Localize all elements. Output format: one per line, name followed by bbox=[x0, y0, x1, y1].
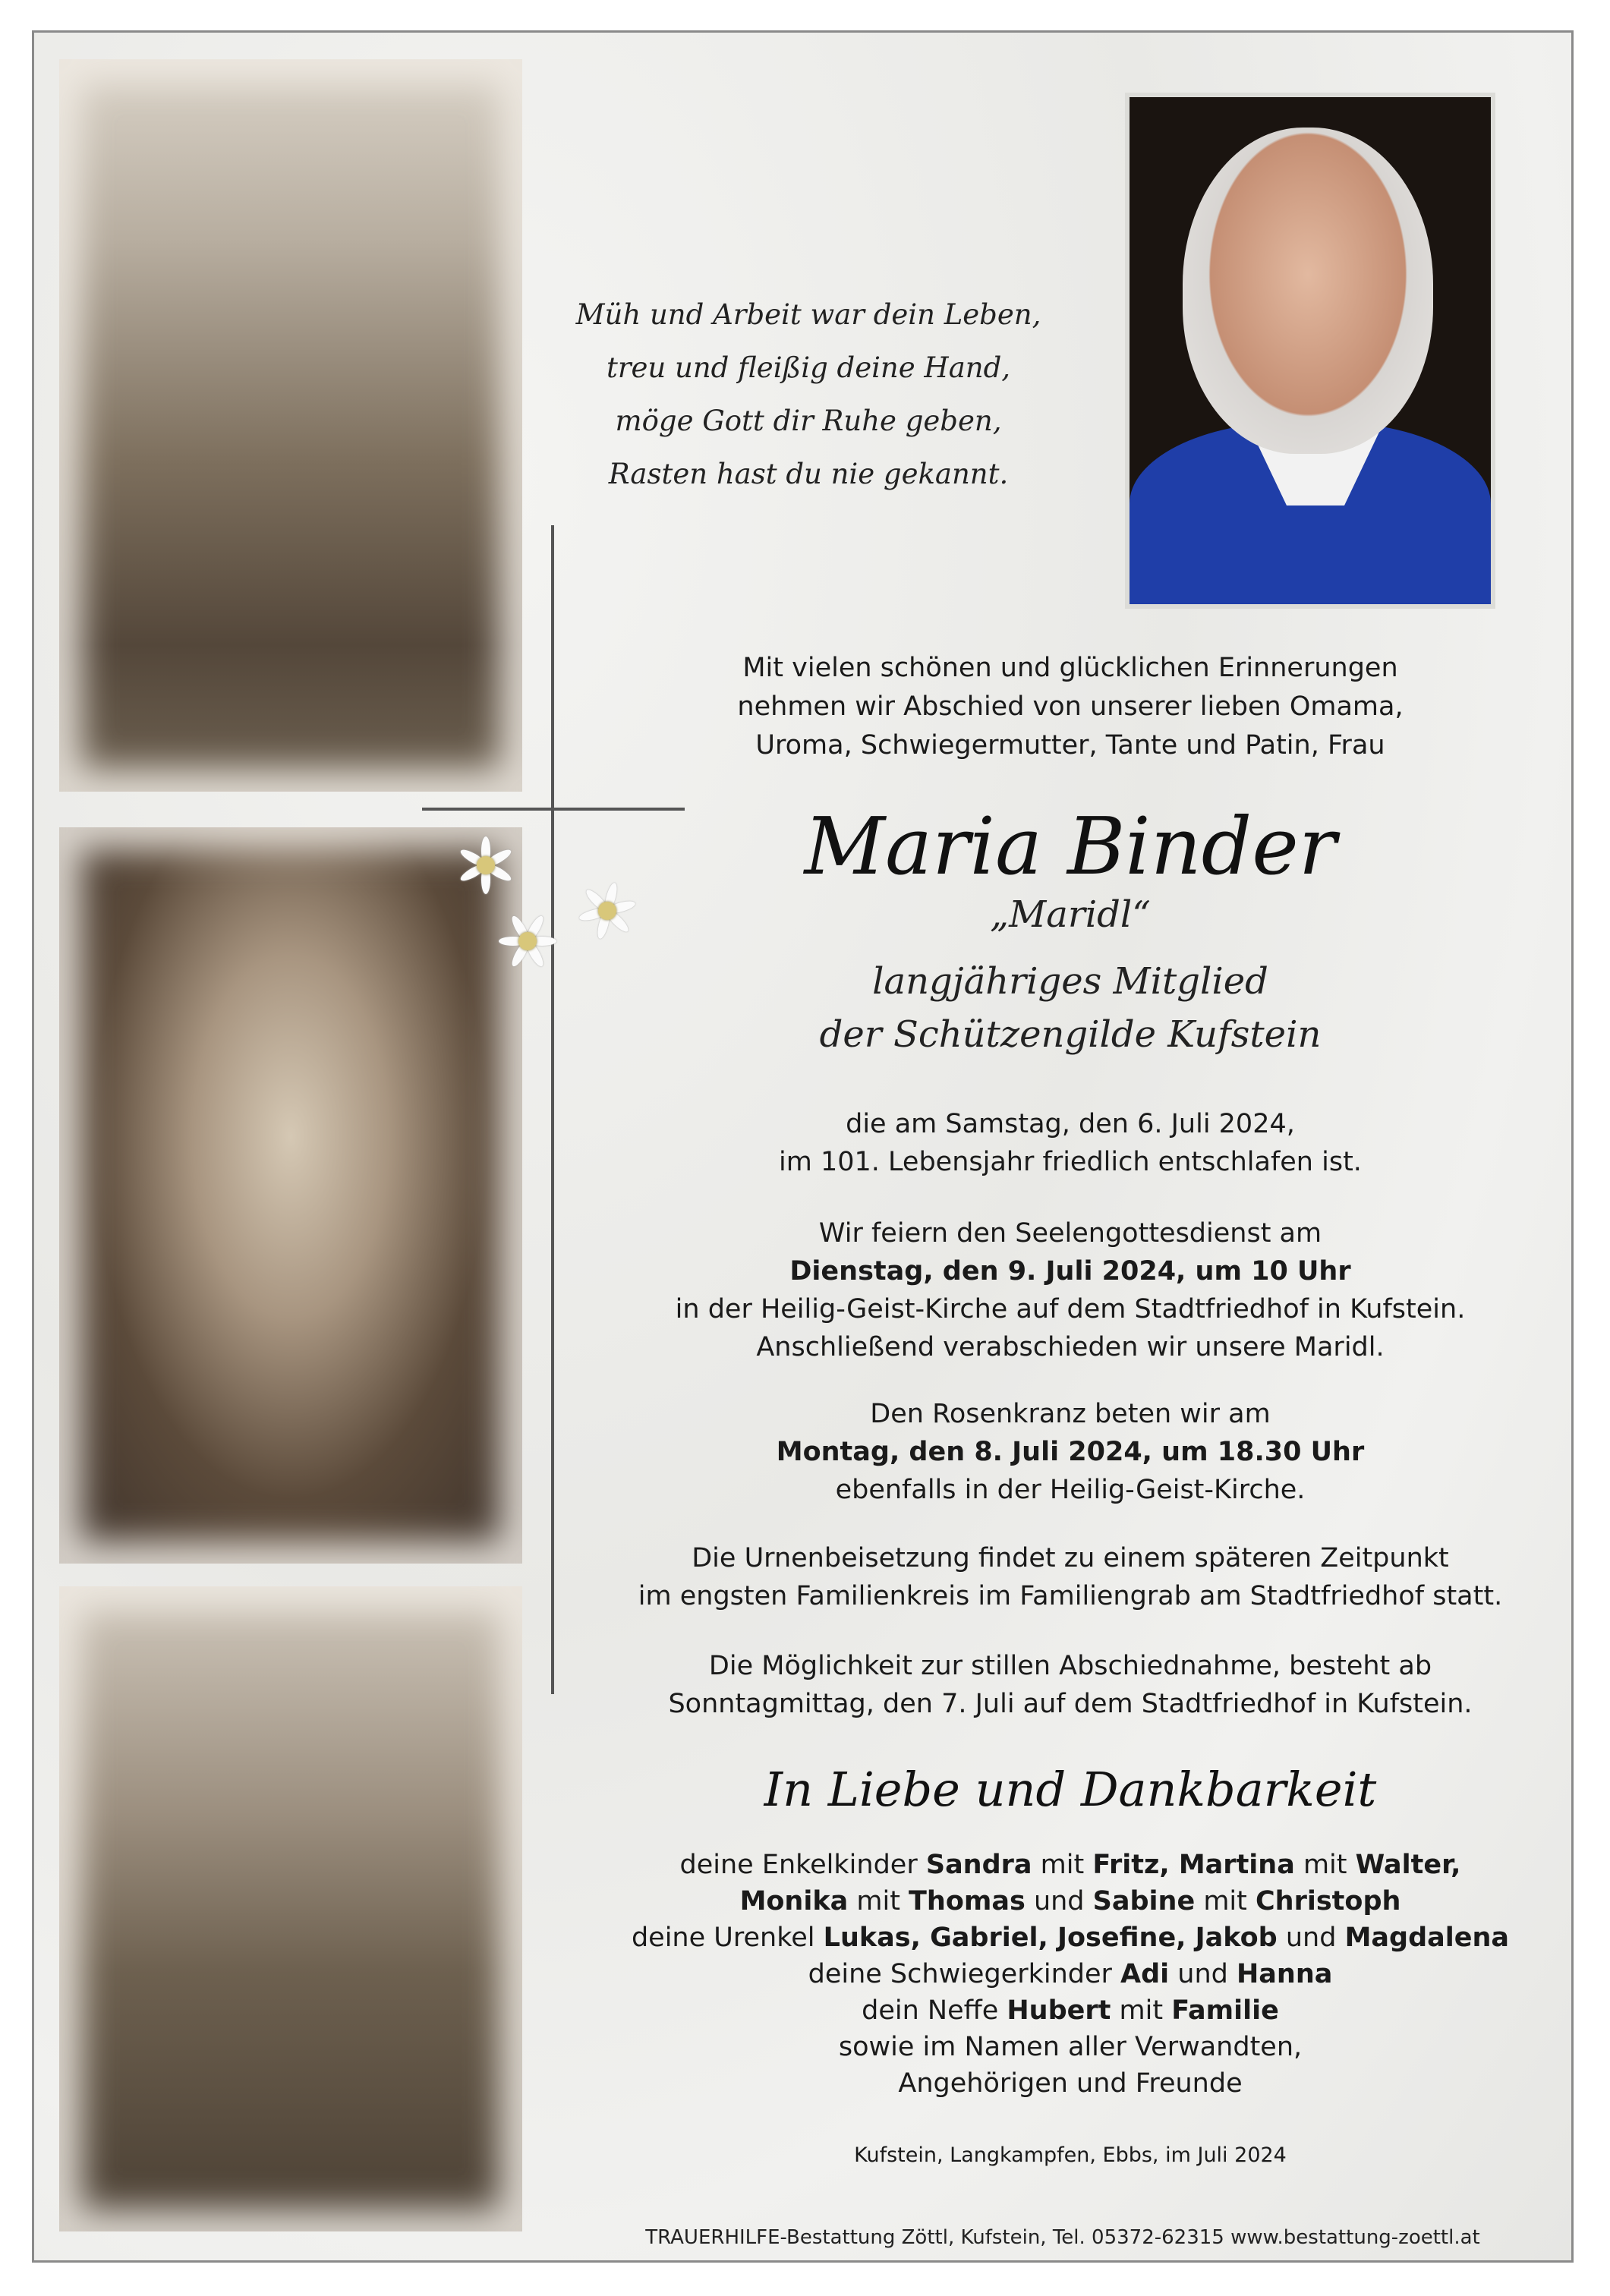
funeral-home-footer: TRAUERHILFE-Bestattung Zöttl, Kufstein, Tel. 05372-62315 www.bestattung-zoettl.at bbox=[645, 2226, 1480, 2249]
rosary-notice: Den Rosenkranz beten wir am Montag, den 8. Juli 2024, um 18.30 Uhr ebenfalls in der Heilig-Geist-Kirche. bbox=[776, 1399, 1365, 1505]
thanks-heading: In Liebe und Dankbarkeit bbox=[764, 1762, 1377, 1817]
family-line: deine Schwiegerkinder Adi und Hanna bbox=[808, 1959, 1333, 1989]
cross-icon bbox=[551, 525, 554, 1694]
intro-text: Mit vielen schönen und glücklichen Erinnerungen nehmen wir Abschied von unserer lieben Omama, Uroma, Schwiegermutter, Tante und Patin, Frau bbox=[737, 653, 1404, 761]
photo-elderly-woman-portrait bbox=[1125, 93, 1495, 609]
photo-girl-with-flowers bbox=[59, 59, 522, 792]
family-list bbox=[577, 1847, 1564, 2102]
family-line: Monika mit Thomas und Sabine mit Christoph bbox=[739, 1886, 1401, 1916]
family-line: deine Enkelkinder Sandra mit Fritz, Martina mit Walter, bbox=[679, 1850, 1461, 1880]
edelweiss-icon bbox=[455, 835, 516, 896]
nickname: „Maridl“ bbox=[990, 893, 1151, 936]
photo-woman-seated-at-house bbox=[59, 1586, 522, 2231]
urn-notice: Die Urnenbeisetzung findet zu einem späteren Zeitpunkt im engsten Familienkreis im Familiengrab am Stadtfriedhof statt. bbox=[638, 1543, 1503, 1611]
farewell-notice: Die Möglichkeit zur stillen Abschiednahme, besteht ab Sonntagmittag, den 7. Juli auf dem Stadtfriedhof in Kufstein. bbox=[668, 1651, 1473, 1719]
deceased-name: Maria Binder bbox=[804, 800, 1337, 893]
place-and-date: Kufstein, Langkampfen, Ebbs, im Juli 2024 bbox=[854, 2143, 1287, 2167]
family-line: dein Neffe Hubert mit Familie bbox=[862, 1995, 1279, 2026]
family-line: Angehörigen und Freunde bbox=[898, 2068, 1243, 2099]
family-line: sowie im Namen aller Verwandten, bbox=[838, 2032, 1303, 2062]
memorial-verse: Müh und Arbeit war dein Leben, treu und fleißig deine Hand, möge Gott dir Ruhe geben, Rasten hast du nie gekannt. bbox=[575, 298, 1041, 490]
membership-text: langjähriges Mitglied der Schützengilde Kufstein bbox=[819, 960, 1322, 1056]
family-line: deine Urenkel Lukas, Gabriel, Josefine, Jakob und Magdalena bbox=[631, 1923, 1510, 1953]
mass-notice: Wir feiern den Seelengottesdienst am Dienstag, den 9. Juli 2024, um 10 Uhr in der Heilig-Geist-Kirche auf dem Stadtfriedhof in Kufstein. Anschließend verabschieden wir unsere Maridl. bbox=[675, 1218, 1466, 1362]
death-notice: die am Samstag, den 6. Juli 2024, im 101. Lebensjahr friedlich entschlafen ist. bbox=[779, 1109, 1362, 1177]
edelweiss-icon bbox=[577, 880, 638, 941]
photo-young-woman-portrait bbox=[59, 827, 522, 1564]
cross-bar bbox=[422, 808, 685, 811]
edelweiss-icon bbox=[497, 911, 558, 972]
